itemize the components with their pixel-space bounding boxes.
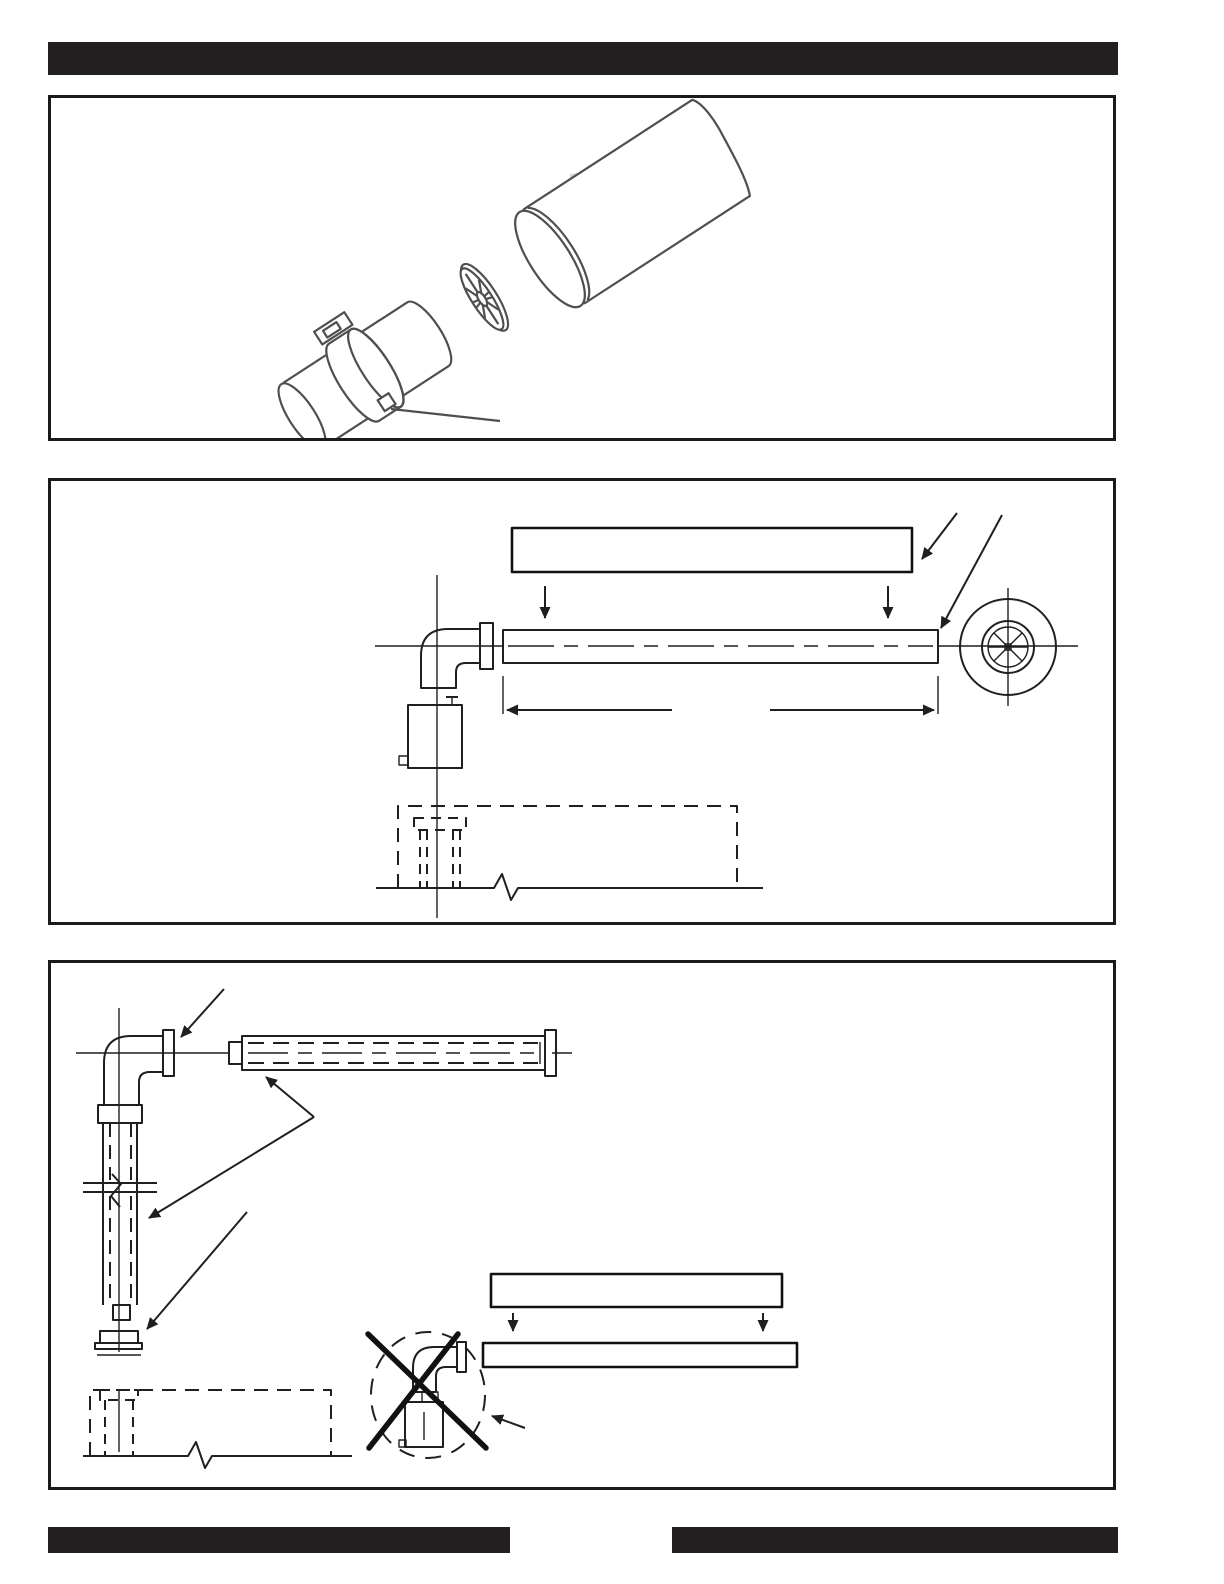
appliance-box (399, 697, 462, 768)
clamp-leader-line (391, 409, 500, 421)
prohibited-leader-arrow (492, 1416, 525, 1428)
vent-elbow (104, 1030, 174, 1105)
ground-line (83, 1442, 352, 1468)
vent-elbow (421, 623, 493, 688)
callout-box (512, 528, 912, 572)
figure2-frame (48, 478, 1116, 925)
pipe-leader-arrow (941, 515, 1002, 628)
pipe-break-symbol (83, 1174, 157, 1207)
callout-leader-arrow (922, 513, 957, 559)
figure3-drawing (51, 963, 1113, 1487)
spoked-baffle-disc (452, 258, 515, 337)
callout-box (491, 1274, 782, 1307)
ground-line (376, 874, 763, 900)
pipe-leader-arrows (149, 1077, 314, 1218)
outer-cylinder-sleeve (503, 98, 759, 317)
hidden-appliance-dashed (398, 806, 737, 888)
vertical-vent-pipe (83, 1105, 157, 1355)
elbow-leader-arrow (181, 989, 224, 1037)
figure1-drawing (51, 98, 1113, 438)
figure2-drawing (51, 481, 1113, 922)
horizontal-pipe-bar (483, 1343, 797, 1367)
prohibited-elbow-configuration (368, 1332, 525, 1458)
figure3-frame (48, 960, 1116, 1490)
flange-leader-arrow (147, 1212, 247, 1329)
hidden-appliance-dashed (90, 1390, 331, 1456)
footer-right-bar (672, 1527, 1118, 1553)
centerlines (76, 1008, 572, 1352)
footer-left-bar (48, 1527, 510, 1553)
header-bar (48, 42, 1118, 75)
length-dimension (503, 676, 938, 714)
figure1-frame (48, 95, 1116, 441)
